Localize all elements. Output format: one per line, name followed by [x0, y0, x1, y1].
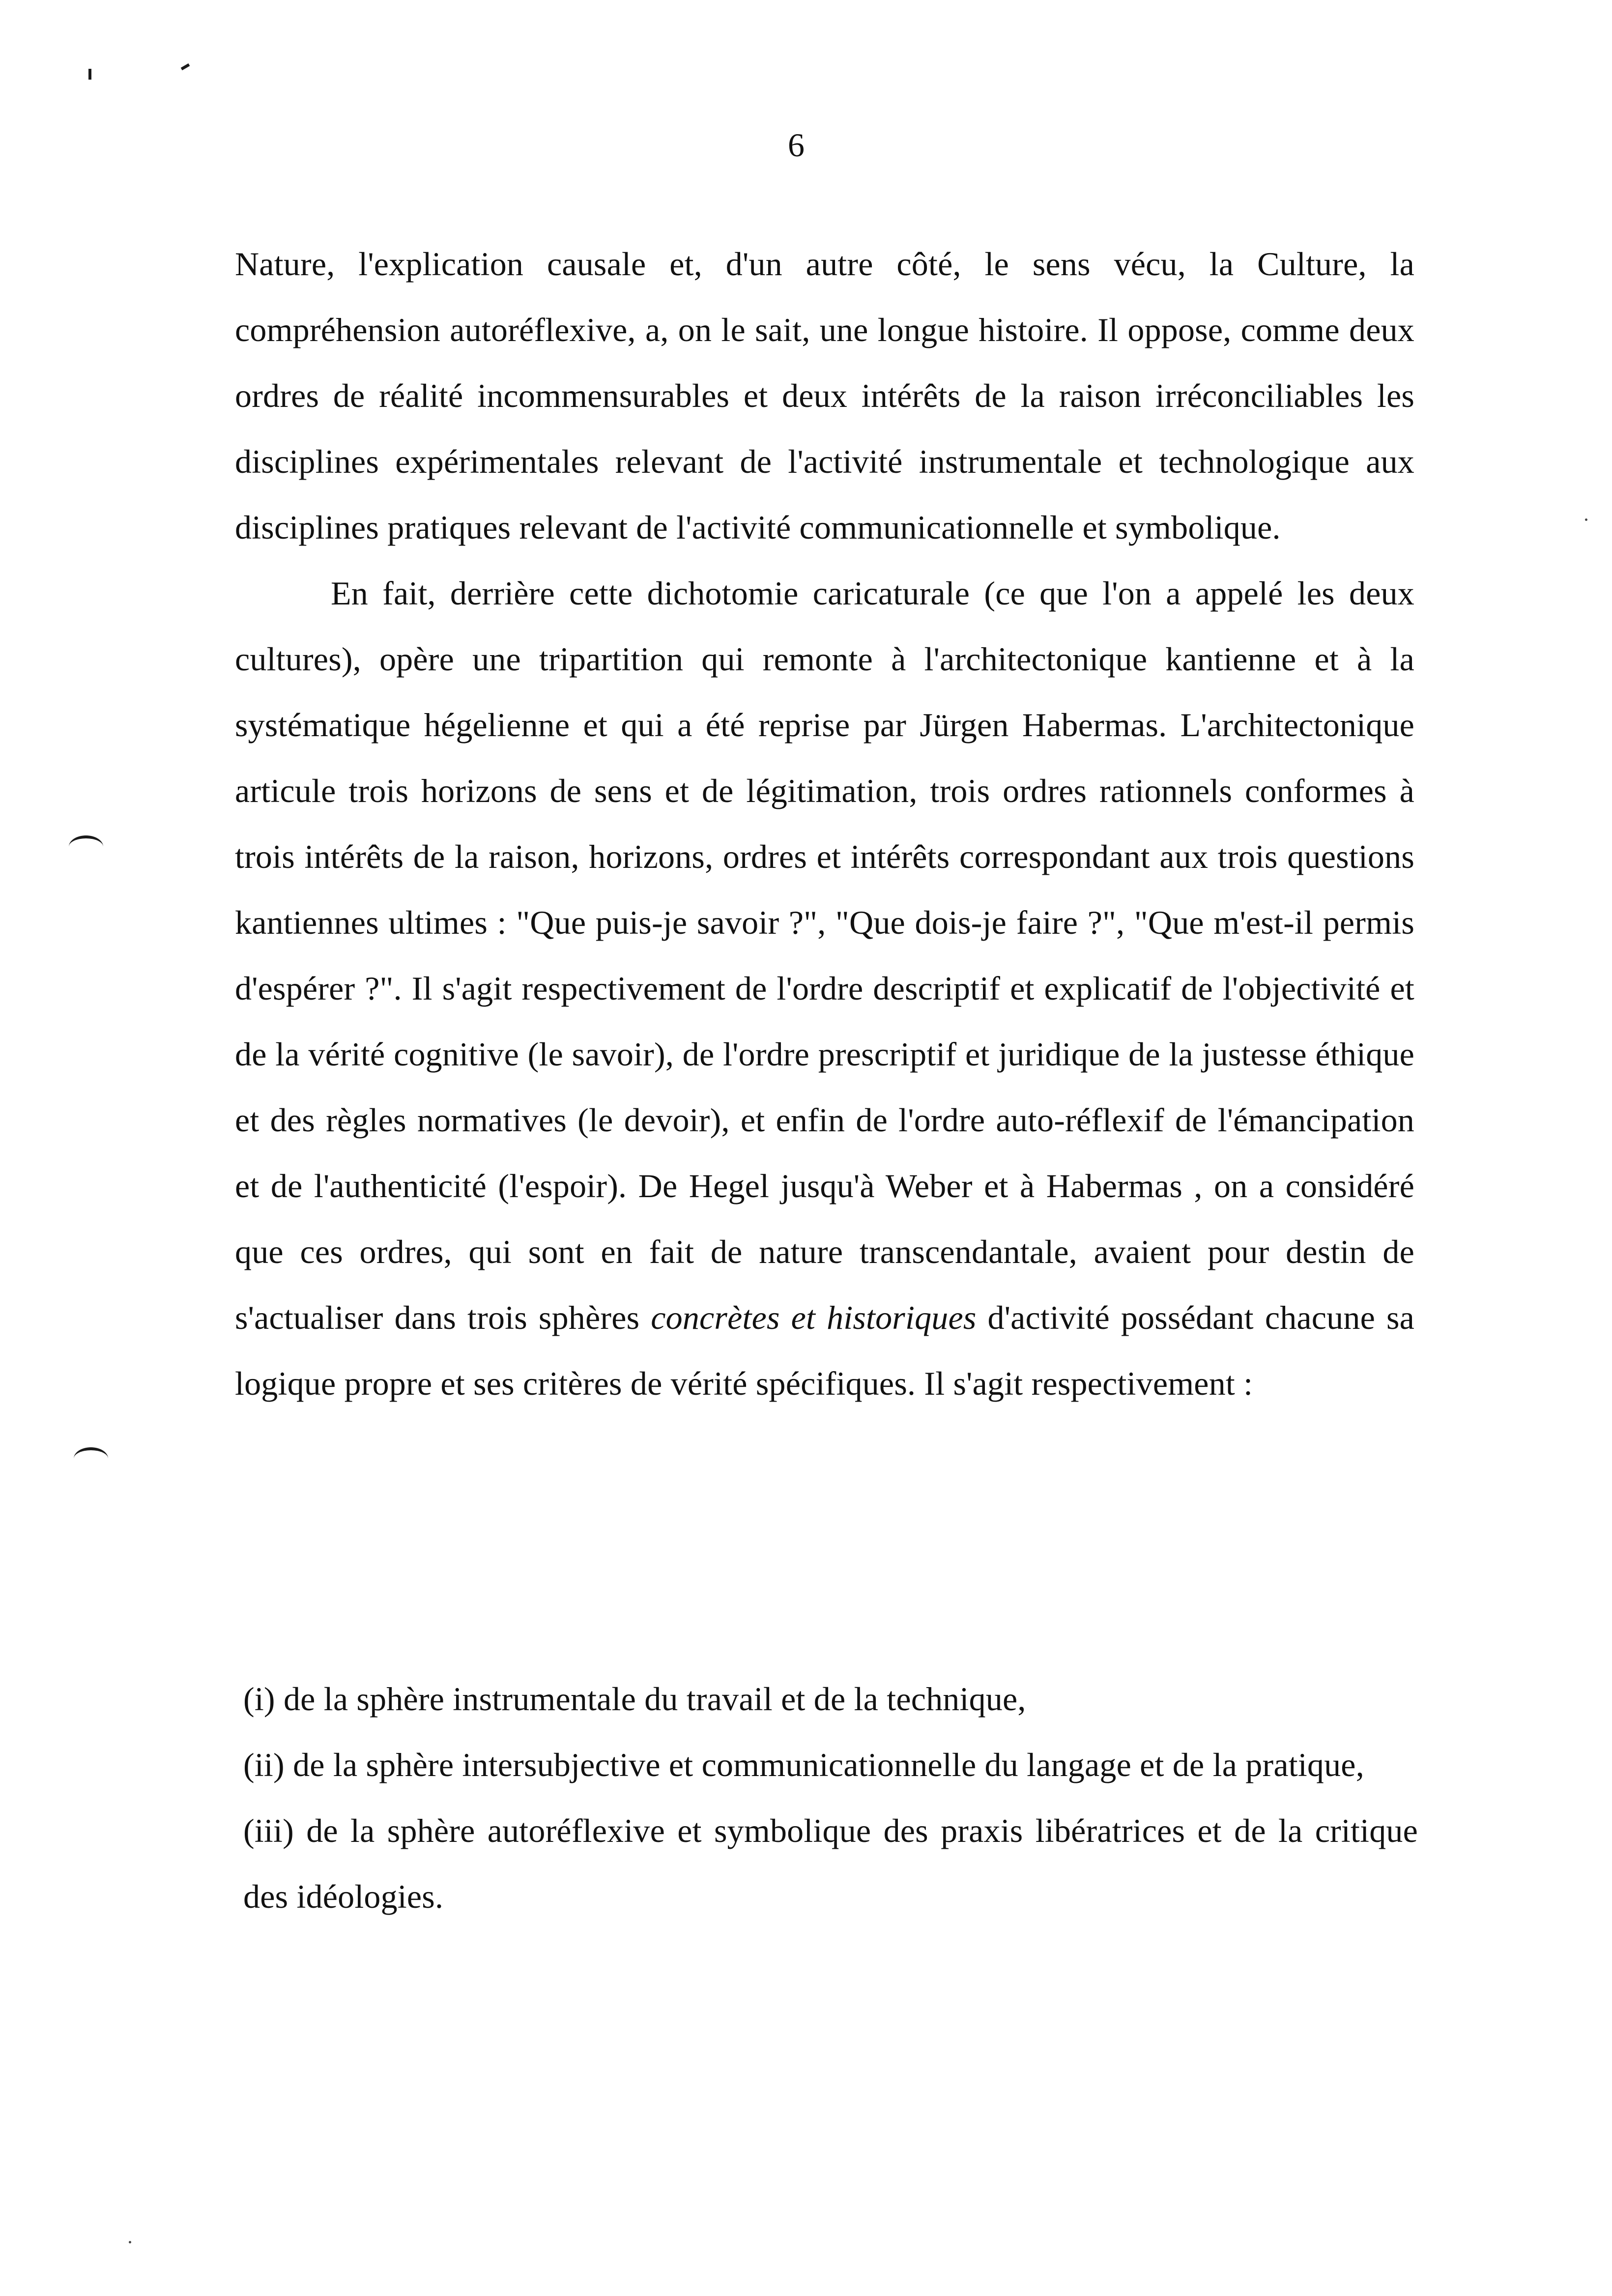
- paragraph-1: Nature, l'explication causale et, d'un autre côté, le sens vécu, la Culture, la compréhension autoréflexive, a, on le sait, une longue histoire. Il oppose, comme deux ordres de réalité incommensurables et deux intérêts de la raison irréconciliables les disciplines expérimentales relevant de l'activité instrumentale et technologique aux disciplines pratiques relevant de l'activité communicationnelle et symbolique.: [235, 245, 1414, 546]
- sphere-list: [243, 1666, 1418, 1929]
- list-item: (ii) de la sphère intersubjective et communicationnelle du langage et de la pratique,: [243, 1746, 1364, 1783]
- paragraph-2: [235, 560, 1414, 1416]
- page-number: 6: [788, 126, 805, 164]
- scan-artifact-arc: [74, 1447, 108, 1470]
- list-item: (iii) de la sphère autoréflexive et symbolique des praxis libératrices et de la critique des idéologies.: [243, 1812, 1418, 1915]
- paragraph-2-italic-phrase: concrètes et historiques: [651, 1299, 977, 1336]
- scan-artifact-mark: [88, 69, 91, 80]
- paragraph-2-text-end: d'activité possédant chacune sa logique propre et ses critères de vérité spécifiques. Il s'agit respectivement :: [235, 1299, 1414, 1402]
- scan-artifact-dot: [129, 2241, 131, 2243]
- body-text: [235, 231, 1414, 1416]
- list-item: (i) de la sphère instrumentale du travail et de la technique,: [243, 1680, 1026, 1718]
- scan-artifact-dot: [1585, 518, 1587, 521]
- scan-artifact-arc: [69, 835, 103, 858]
- paragraph-2-text-start: En fait, derrière cette dichotomie caricaturale (ce que l'on a appelé les deux cultures), opère une tripartition qui remonte à l'architectonique kantienne et à la systématique hégelienne et qui a été reprise par Jürgen Habermas. L'architectonique articule trois horizons de sens et de légitimation, trois ordres rationnels conformes à trois intérêts de la raison, horizons, ordres et intérêts correspondant aux trois questions kantiennes ultimes : "Que puis-je savoir ?", "Que dois-je faire ?", "Que m'est-il permis d'espérer ?". Il s'agit respectivement de l'ordre descriptif et explicatif de l'objectivité et de la vérité cognitive (le savoir), de l'ordre prescriptif et juridique de la justesse éthique et des règles normatives (le devoir), et enfin de l'ordre auto-réflexif de l'émancipation et de l'authenticité (l'espoir). De Hegel jusqu'à Weber et à Habermas , on a considéré que ces ordres, qui sont en fait de nature transcendantale, avaient pour destin de s'actualiser dans trois sphères: [235, 574, 1414, 1336]
- scan-artifact-mark: [181, 63, 190, 70]
